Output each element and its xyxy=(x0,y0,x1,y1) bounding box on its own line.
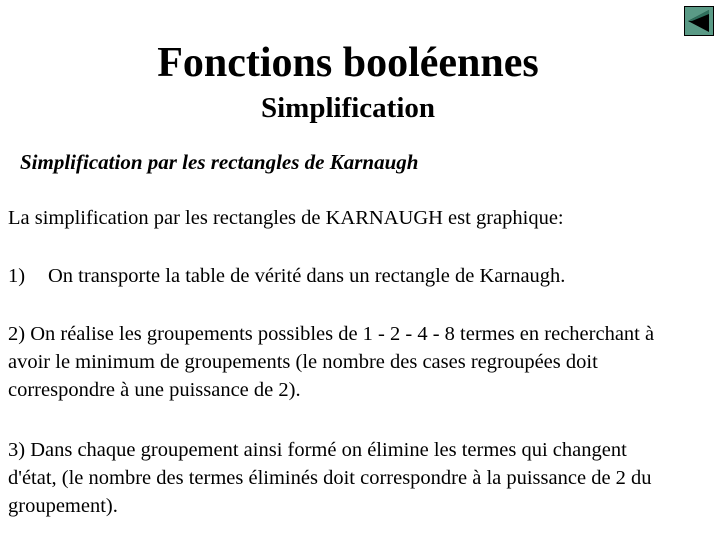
slide-subtitle: Simplification xyxy=(260,92,435,124)
step-1-number: 1) xyxy=(8,265,26,287)
section-heading: Simplification par les rectangles de Karnaugh xyxy=(20,150,419,174)
back-navigation-button[interactable] xyxy=(684,6,714,36)
step-1-text: On transporte la table de vérité dans un rectangle de Karnaugh. xyxy=(48,265,566,287)
step-1-paragraph xyxy=(8,262,668,290)
step-3-paragraph: 3) Dans chaque groupement ainsi formé on élimine les termes qui changent d'état, (le nombre des termes éliminés doit correspondre à la puissance de 2 du groupement). xyxy=(8,439,652,517)
slide-title: Fonctions booléennes xyxy=(157,40,539,86)
step-2-paragraph: 2) On réalise les groupements possibles de 1 - 2 - 4 - 8 termes en recherchant à avoir le minimum de groupements (le nombre des cases regroupées doit correspondre à une puissance de 2). xyxy=(8,323,655,401)
intro-paragraph: La simplification par les rectangles de KARNAUGH est graphique: xyxy=(8,207,564,229)
triangle-left-icon xyxy=(685,7,713,35)
